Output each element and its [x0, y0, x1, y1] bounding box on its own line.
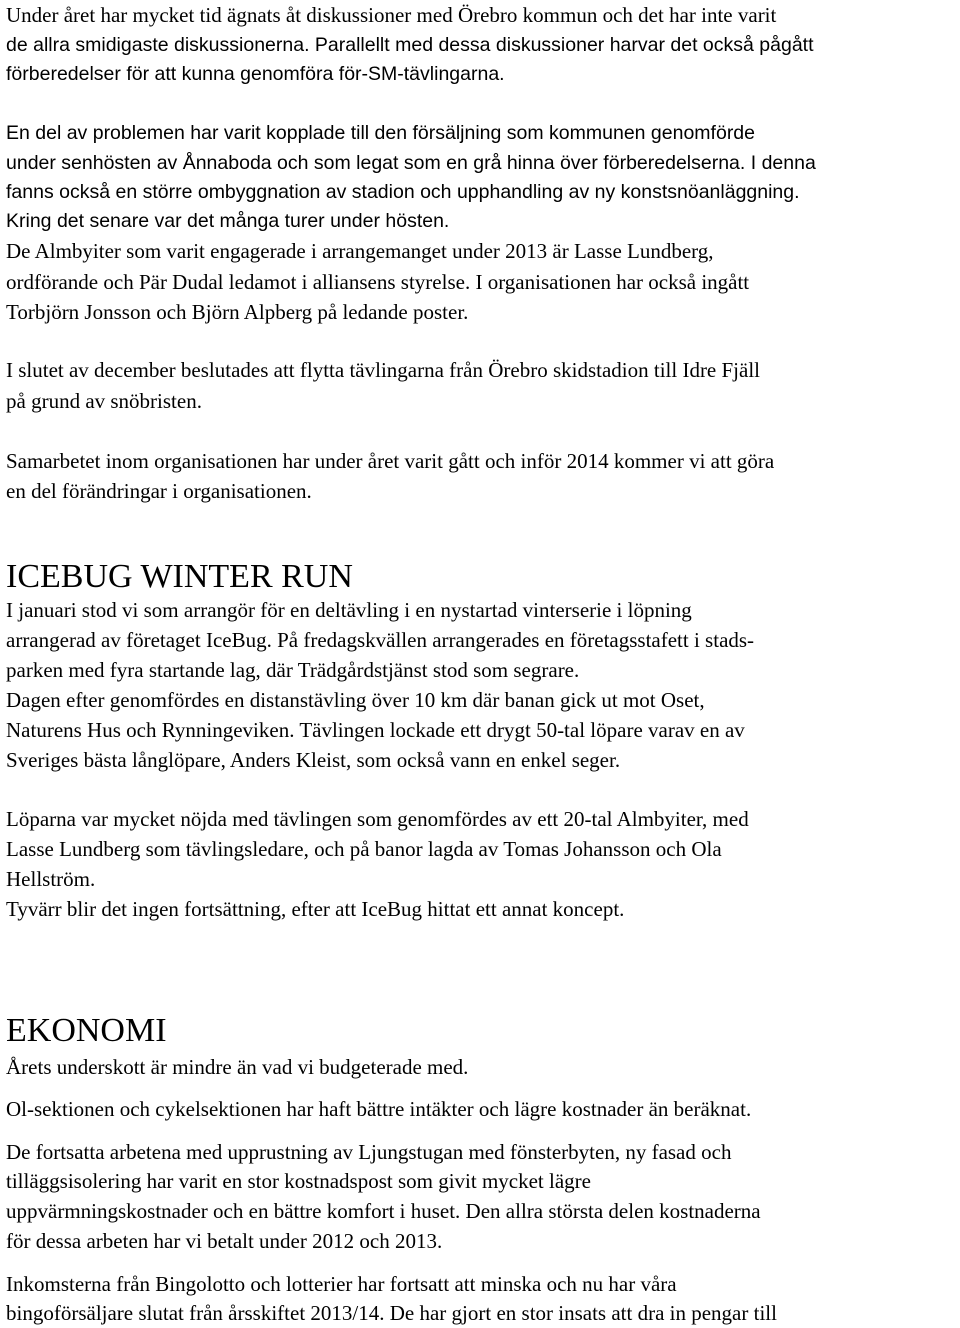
- december-line: I slutet av december beslutades att flytta tävlingarna från Örebro skidstadion till Idre Fjäll: [6, 358, 761, 382]
- cooperation-line: Samarbetet inom organisationen har under året varit gått och inför 2014 kommer vi att göra: [6, 449, 775, 473]
- almbyiter-line: Torbjörn Jonsson och Björn Alpberg på ledande poster.: [6, 300, 469, 324]
- icebug-heading: ICEBUG WINTER RUN: [6, 558, 353, 595]
- almbyiter-line: ordförande och Pär Dudal ledamot i alliansens styrelse. I organisationen har också ingått: [6, 270, 750, 294]
- ekonomi-line: bingoförsäljare slutat från årsskiftet 2013/14. De har gjort en stor insats att dra in pengar till: [6, 1301, 777, 1325]
- intro-line: förberedelser för att kunna genomföra för-SM-tävlingarna.: [6, 63, 505, 85]
- icebug-line: Löparna var mycket nöjda med tävlingen som genomfördes av ett 20-tal Almbyiter, med: [6, 807, 749, 831]
- icebug-line: Sveriges bästa långlöpare, Anders Kleist, som också vann en enkel seger.: [6, 748, 621, 772]
- icebug-line: Lasse Lundberg som tävlingsledare, och på banor lagda av Tomas Johansson och Ola: [6, 837, 722, 861]
- ekonomi-line: Årets underskott är mindre än vad vi budgeterade med.: [6, 1055, 469, 1079]
- ekonomi-line: Inkomsterna från Bingolotto och lotterier har fortsatt att minska och nu har våra: [6, 1272, 677, 1296]
- icebug-line: Dagen efter genomfördes en distanstävling över 10 km där banan gick ut mot Oset,: [6, 688, 705, 712]
- december-line: på grund av snöbristen.: [6, 389, 202, 413]
- icebug-line: Hellström.: [6, 867, 96, 891]
- ekonomi-line: uppvärmningskostnader och en bättre komfort i huset. Den allra största delen kostnaderna: [6, 1199, 761, 1223]
- icebug-line: arrangerad av företaget IceBug. På fredagskvällen arrangerades en företagsstafett i stads-: [6, 628, 755, 652]
- ekonomi-heading: EKONOMI: [6, 1012, 167, 1049]
- intro-line: de allra smidigaste diskussionerna. Parallellt med dessa diskussioner harvar det också pågått: [6, 34, 814, 56]
- problems-line: En del av problemen har varit kopplade till den försäljning som kommunen genomförde: [6, 122, 755, 144]
- problems-line: Kring det senare var det många turer under hösten.: [6, 210, 450, 232]
- cooperation-line: en del förändringar i organisationen.: [6, 479, 312, 503]
- ekonomi-line: tilläggsisolering har varit en stor kostnadspost som givit mycket lägre: [6, 1169, 591, 1193]
- problems-line: under senhösten av Ånnaboda och som legat som en grå hinna över förberedelserna. I denna: [6, 152, 816, 174]
- almbyiter-line: De Almbyiter som varit engagerade i arrangemanget under 2013 är Lasse Lundberg,: [6, 239, 714, 263]
- icebug-line: I januari stod vi som arrangör för en deltävling i en nystartad vinterserie i löpning: [6, 598, 692, 622]
- icebug-line: Tyvärr blir det ingen fortsättning, efter att IceBug hittat ett annat koncept.: [6, 897, 625, 921]
- ekonomi-line: för dessa arbeten har vi betalt under 2012 och 2013.: [6, 1229, 443, 1253]
- ekonomi-line: Ol-sektionen och cykelsektionen har haft bättre intäkter och lägre kostnader än beräknat.: [6, 1097, 752, 1121]
- intro-line: Under året har mycket tid ägnats åt diskussioner med Örebro kommun och det har inte varit: [6, 3, 777, 27]
- icebug-line: parken med fyra startande lag, där Trädgårdstjänst stod som segrare.: [6, 658, 580, 682]
- ekonomi-line: De fortsatta arbetena med upprustning av Ljungstugan med fönsterbyten, ny fasad och: [6, 1140, 732, 1164]
- icebug-line: Naturens Hus och Rynningeviken. Tävlingen lockade ett drygt 50-tal löpare varav en av: [6, 718, 745, 742]
- problems-line: fanns också en större ombyggnation av stadion och upphandling av ny konstsnöanläggning.: [6, 181, 800, 203]
